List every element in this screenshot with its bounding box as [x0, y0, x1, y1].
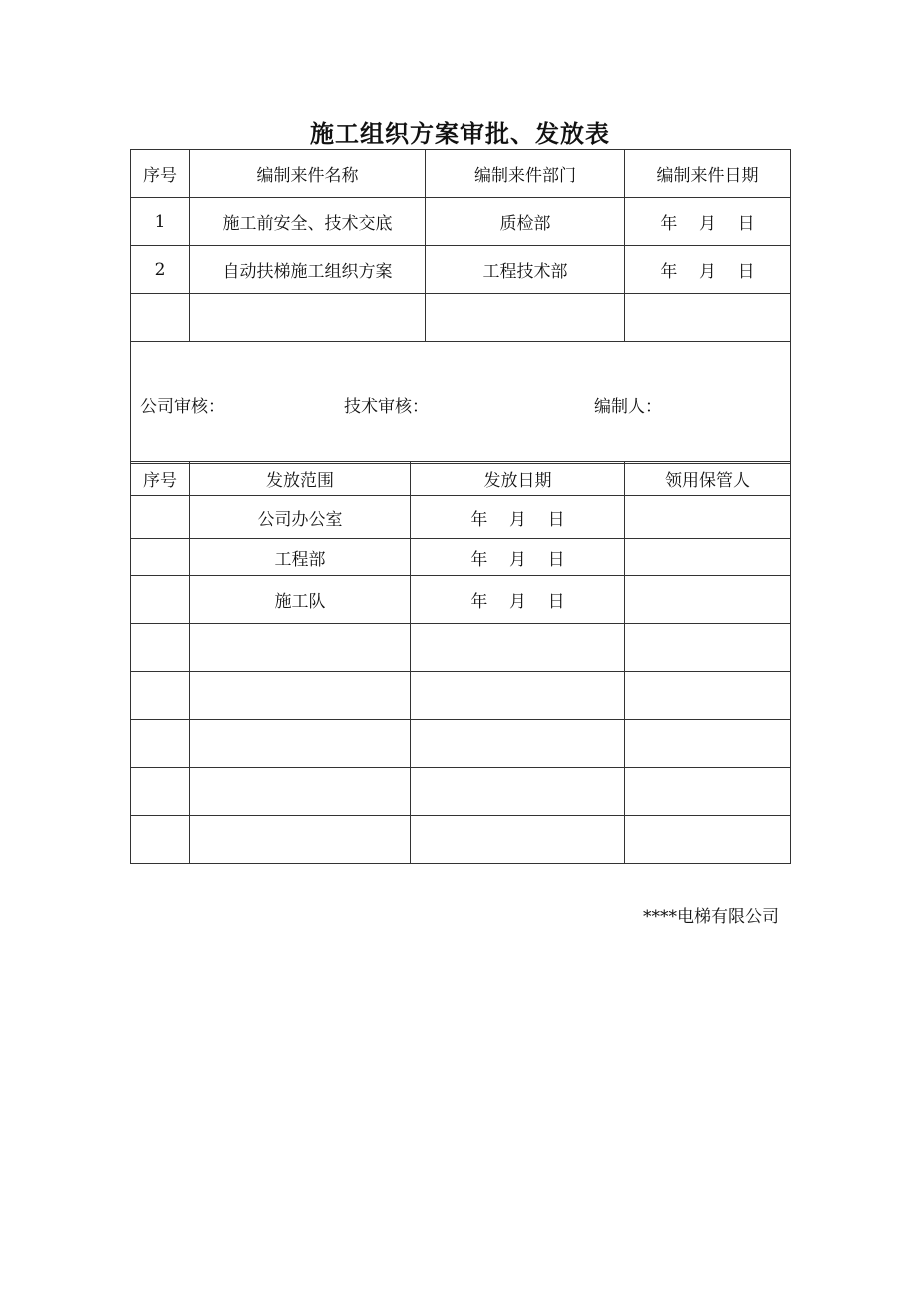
tech-review-label: 技术审核： [344, 397, 429, 417]
table-row [131, 576, 791, 624]
header-keeper: 领用保管人 [625, 462, 791, 496]
row-doc-dept: 工程技术部 [426, 246, 625, 294]
row-dist-date: 年 月 日 [411, 576, 625, 624]
row-doc-dept [426, 294, 625, 342]
row-scope [190, 720, 411, 768]
distribution-table [130, 461, 791, 864]
header-dist-date: 发放日期 [411, 462, 625, 496]
row-dist-date: 年 月 日 [411, 539, 625, 576]
row-scope: 公司办公室 [190, 496, 411, 539]
row-scope [190, 816, 411, 864]
row-dist-date [411, 816, 625, 864]
table-row [131, 539, 791, 576]
approval-table [130, 149, 791, 464]
table-row [131, 496, 791, 539]
row-keeper [625, 816, 791, 864]
table-row [131, 720, 791, 768]
row-doc-dept: 质检部 [426, 198, 625, 246]
row-doc-name: 施工前安全、技术交底 [190, 198, 426, 246]
row-dist-date [411, 672, 625, 720]
row-keeper [625, 576, 791, 624]
header-doc-date: 编制来件日期 [625, 150, 791, 198]
table-row [131, 768, 791, 816]
row-serial [131, 768, 190, 816]
row-doc-name [190, 294, 426, 342]
approval-header-row [131, 150, 791, 198]
row-doc-date: 年 月 日 [625, 198, 791, 246]
row-serial [131, 539, 190, 576]
row-doc-name: 自动扶梯施工组织方案 [190, 246, 426, 294]
header-doc-dept: 编制来件部门 [426, 150, 625, 198]
row-keeper [625, 539, 791, 576]
row-scope: 施工队 [190, 576, 411, 624]
row-serial [131, 576, 190, 624]
preparer-label: 编制人： [594, 397, 662, 417]
row-dist-date: 年 月 日 [411, 496, 625, 539]
company-name: ****电梯有限公司 [643, 907, 779, 927]
row-keeper [625, 672, 791, 720]
row-scope [190, 672, 411, 720]
header-doc-name: 编制来件名称 [190, 150, 426, 198]
row-dist-date [411, 624, 625, 672]
row-serial: 1 [131, 198, 190, 246]
row-serial [131, 720, 190, 768]
row-serial [131, 624, 190, 672]
table-row [131, 624, 791, 672]
signature-cell [131, 342, 791, 464]
table-row [131, 672, 791, 720]
company-review-label: 公司审核： [140, 397, 225, 417]
row-dist-date [411, 768, 625, 816]
row-doc-date: 年 月 日 [625, 246, 791, 294]
distribution-header-row [131, 462, 791, 496]
table-row [131, 246, 791, 294]
row-dist-date [411, 720, 625, 768]
row-keeper [625, 624, 791, 672]
row-scope: 工程部 [190, 539, 411, 576]
table-row [131, 294, 791, 342]
table-row [131, 198, 791, 246]
row-serial [131, 294, 190, 342]
header-serial: 序号 [131, 462, 190, 496]
row-doc-date [625, 294, 791, 342]
header-scope: 发放范围 [190, 462, 411, 496]
row-keeper [625, 496, 791, 539]
row-keeper [625, 768, 791, 816]
row-serial [131, 496, 190, 539]
page-title: 施工组织方案审批、发放表 [310, 119, 610, 148]
row-serial: 2 [131, 246, 190, 294]
row-serial [131, 816, 190, 864]
row-scope [190, 624, 411, 672]
row-keeper [625, 720, 791, 768]
row-scope [190, 768, 411, 816]
row-serial [131, 672, 190, 720]
table-row [131, 816, 791, 864]
signature-row [131, 342, 791, 464]
header-serial: 序号 [131, 150, 190, 198]
